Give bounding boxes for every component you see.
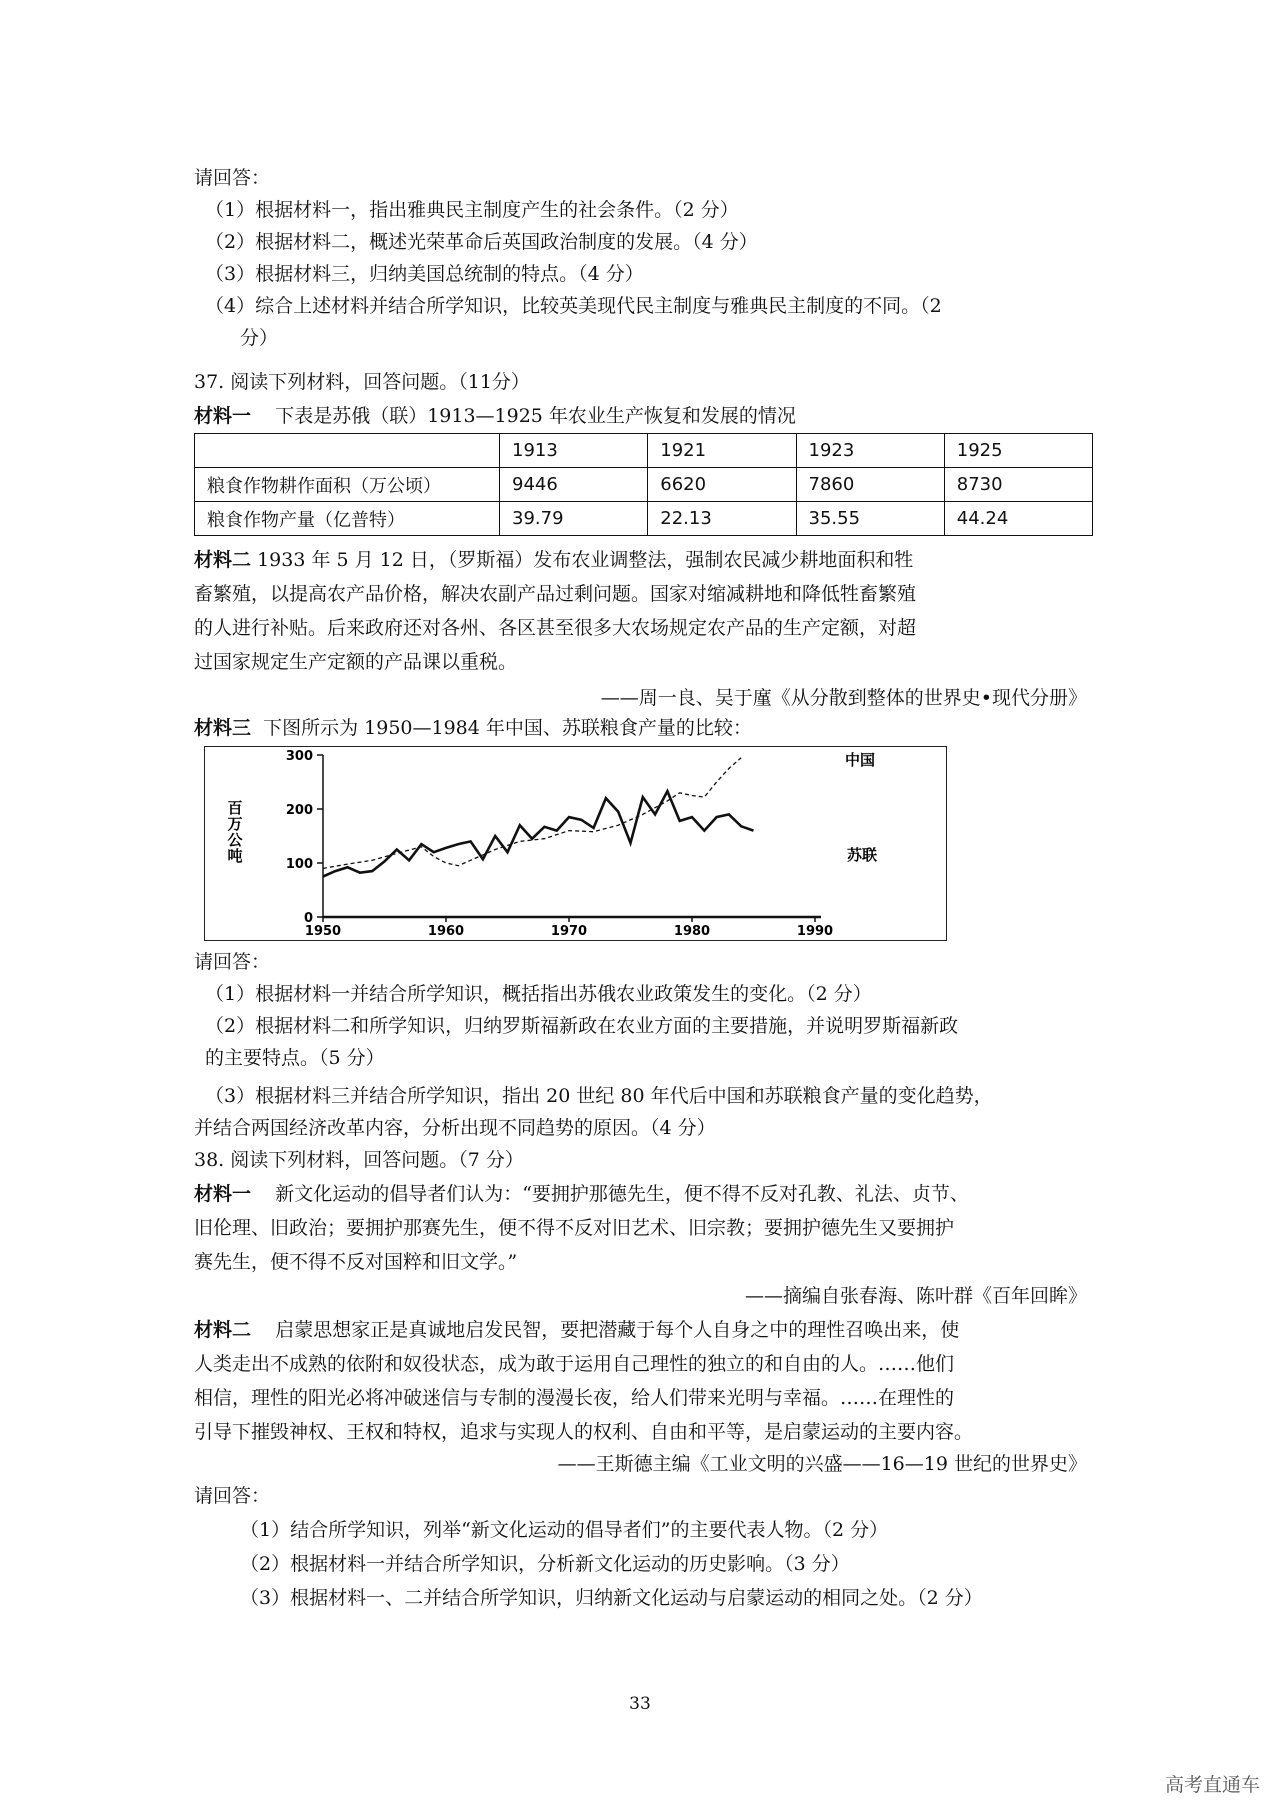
y-axis-label-char: 吨 xyxy=(227,847,243,865)
q36-item-4-cont: 分） xyxy=(240,327,279,349)
q37-m3-text: 下图所示为 1950—1984 年中国、苏联粮食产量的比较： xyxy=(263,717,752,739)
watermark: 高考直通车 xyxy=(1164,1774,1260,1796)
table-row xyxy=(195,468,1093,502)
q38-title: 38. 阅读下列材料，回答问题。（7 分） xyxy=(194,1149,524,1171)
table-header-cell: 1925 xyxy=(944,434,1092,468)
q37-m2-text: 1933 年 5 月 12 日，（罗斯福）发布农业调整法，强制农民减少耕地面积和牲 xyxy=(257,549,914,571)
q37-item-3: （3）根据材料三并结合所学知识，指出 20 世纪 80 年代后中国和苏联粮食产量的变化趋势， xyxy=(205,1085,993,1107)
y-axis-label-char: 万 xyxy=(227,815,243,833)
q38-material-1-line-1 xyxy=(194,1182,969,1206)
q37-material-2-line-2: 畜繁殖，以提高农产品价格，解决农副产品过剩问题。国家对缩减耕地和降低牲畜繁殖 xyxy=(194,583,917,605)
q37-m1-label: 材料一 xyxy=(194,405,252,427)
table-cell: 6620 xyxy=(648,468,796,502)
legend-label-ussr: 苏联 xyxy=(847,846,878,864)
table-header-cell: 1923 xyxy=(796,434,944,468)
q37-material-2-line-1 xyxy=(194,548,913,572)
q37-material-1 xyxy=(194,404,796,428)
q37-m3-label: 材料三 xyxy=(194,717,252,739)
table-cell: 44.24 xyxy=(944,502,1092,536)
q38-material-1-line-2: 旧伦理、旧政治；要拥护那赛先生，便不得不反对旧艺术、旧宗教；要拥护德先生又要拥护 xyxy=(194,1217,955,1239)
table-header-cell: 1913 xyxy=(500,434,648,468)
y-tick-label: 300 xyxy=(285,749,313,764)
q38-material-2-line-3: 相信，理性的阳光必将冲破迷信与专制的漫漫长夜，给人们带来光明与幸福。……在理性的 xyxy=(194,1387,955,1409)
table-header-row xyxy=(195,434,1093,468)
q38-material-1-line-3: 赛先生，便不得不反对国粹和旧文学。” xyxy=(194,1251,518,1273)
q38-m1-label: 材料一 xyxy=(194,1183,252,1205)
q36-item-4: （4）综合上述材料并结合所学知识，比较英美现代民主制度与雅典民主制度的不同。（2 xyxy=(205,295,942,317)
q37-item-1: （1）根据材料一并结合所学知识，概括指出苏俄农业政策发生的变化。（2 分） xyxy=(205,983,872,1005)
q37-material-2-line-3: 的人进行补贴。后来政府还对各州、各区甚至很多大农场规定农产品的生产定额，对超 xyxy=(194,617,917,639)
page-number: 33 xyxy=(629,1694,651,1714)
y-axis-label-char: 公 xyxy=(227,831,243,849)
y-axis-label-char: 百 xyxy=(227,799,243,817)
x-tick-label: 1980 xyxy=(673,924,711,939)
q37-m2-label: 材料二 xyxy=(194,549,252,571)
ussr-series-line xyxy=(323,791,754,876)
q38-m1-text: 新文化运动的倡导者们认为：“要拥护那德先生，便不得不反对孔教、礼法、贞节、 xyxy=(275,1183,969,1205)
q37-material-2-line-4: 过国家规定生产定额的产品课以重税。 xyxy=(194,651,518,673)
q38-m1-source: ——摘编自张春海、陈叶群《百年回眸》 xyxy=(744,1285,1087,1307)
grain-output-chart xyxy=(205,747,946,940)
y-tick-label: 100 xyxy=(285,857,313,872)
table-cell: 7860 xyxy=(796,468,944,502)
table-cell: 8730 xyxy=(944,468,1092,502)
y-tick-label: 200 xyxy=(285,803,313,818)
q37-item-2: （2）根据材料二和所学知识，归纳罗斯福新政在农业方面的主要措施，并说明罗斯福新政 xyxy=(205,1015,959,1037)
q36-item-2: （2）根据材料二，概述光荣革命后英国政治制度的发展。（4 分） xyxy=(205,231,758,253)
q38-m2-label: 材料二 xyxy=(194,1319,252,1341)
table-row xyxy=(195,502,1093,536)
q37-m1-text: 下表是苏俄（联）1913—1925 年农业生产恢复和发展的情况 xyxy=(275,405,796,427)
china-series-line xyxy=(323,758,741,869)
table-cell: 35.55 xyxy=(796,502,944,536)
table-cell: 9446 xyxy=(500,468,648,502)
table-cell: 粮食作物耕作面积（万公顷） xyxy=(195,468,500,502)
table-header-cell xyxy=(195,434,500,468)
q38-m2-source: ——王斯德主编《工业文明的兴盛——16—19 世纪的世界史》 xyxy=(557,1453,1087,1475)
q37-item-2-cont: 的主要特点。（5 分） xyxy=(205,1047,385,1069)
q38-item-3: （3）根据材料一、二并结合所学知识，归纳新文化运动与启蒙运动的相同之处。（2 分） xyxy=(240,1587,983,1609)
q38-item-2: （2）根据材料一并结合所学知识，分析新文化运动的历史影响。（3 分） xyxy=(240,1553,850,1575)
q37-answer-prompt: 请回答： xyxy=(194,951,271,973)
agri-production-table xyxy=(194,433,1093,536)
q37-m2-source: ——周一良、吴于廑《从分散到整体的世界史•现代分册》 xyxy=(600,687,1087,709)
grain-output-chart-frame xyxy=(204,746,947,941)
legend-label-china: 中国 xyxy=(845,751,876,769)
q37-item-3-cont: 并结合两国经济改革内容，分析出现不同趋势的原因。（4 分） xyxy=(194,1117,716,1139)
table-cell: 39.79 xyxy=(500,502,648,536)
q38-m2-text: 启蒙思想家正是真诚地启发民智，要把潜藏于每个人自身之中的理性召唤出来，使 xyxy=(275,1319,960,1341)
table-cell: 粮食作物产量（亿普特） xyxy=(195,502,500,536)
q36-answer-prompt: 请回答： xyxy=(194,167,271,189)
q36-item-3: （3）根据材料三，归纳美国总统制的特点。（4 分） xyxy=(205,263,644,285)
x-tick-label: 1960 xyxy=(427,924,465,939)
q38-answer-prompt: 请回答： xyxy=(194,1485,271,1507)
q38-item-1: （1）结合所学知识，列举“新文化运动的倡导者们”的主要代表人物。（2 分） xyxy=(240,1519,889,1541)
y-tick-label: 0 xyxy=(303,911,313,926)
q37-material-3 xyxy=(194,716,752,740)
table-cell: 22.13 xyxy=(648,502,796,536)
q38-material-2-line-1 xyxy=(194,1318,959,1342)
q36-item-1: （1）根据材料一，指出雅典民主制度产生的社会条件。（2 分） xyxy=(205,199,739,221)
q38-material-2-line-4: 引导下摧毁神权、王权和特权，追求与实现人的权利、自由和平等，是启蒙运动的主要内容。 xyxy=(194,1421,974,1443)
q37-title: 37. 阅读下列材料，回答问题。（11分） xyxy=(194,371,530,393)
q38-material-2-line-2: 人类走出不成熟的依附和奴役状态，成为敢于运用自己理性的独立的和自由的人。……他们 xyxy=(194,1353,955,1375)
table-header-cell: 1921 xyxy=(648,434,796,468)
x-tick-label: 1950 xyxy=(304,924,342,939)
x-tick-label: 1990 xyxy=(796,924,834,939)
x-tick-label: 1970 xyxy=(550,924,588,939)
